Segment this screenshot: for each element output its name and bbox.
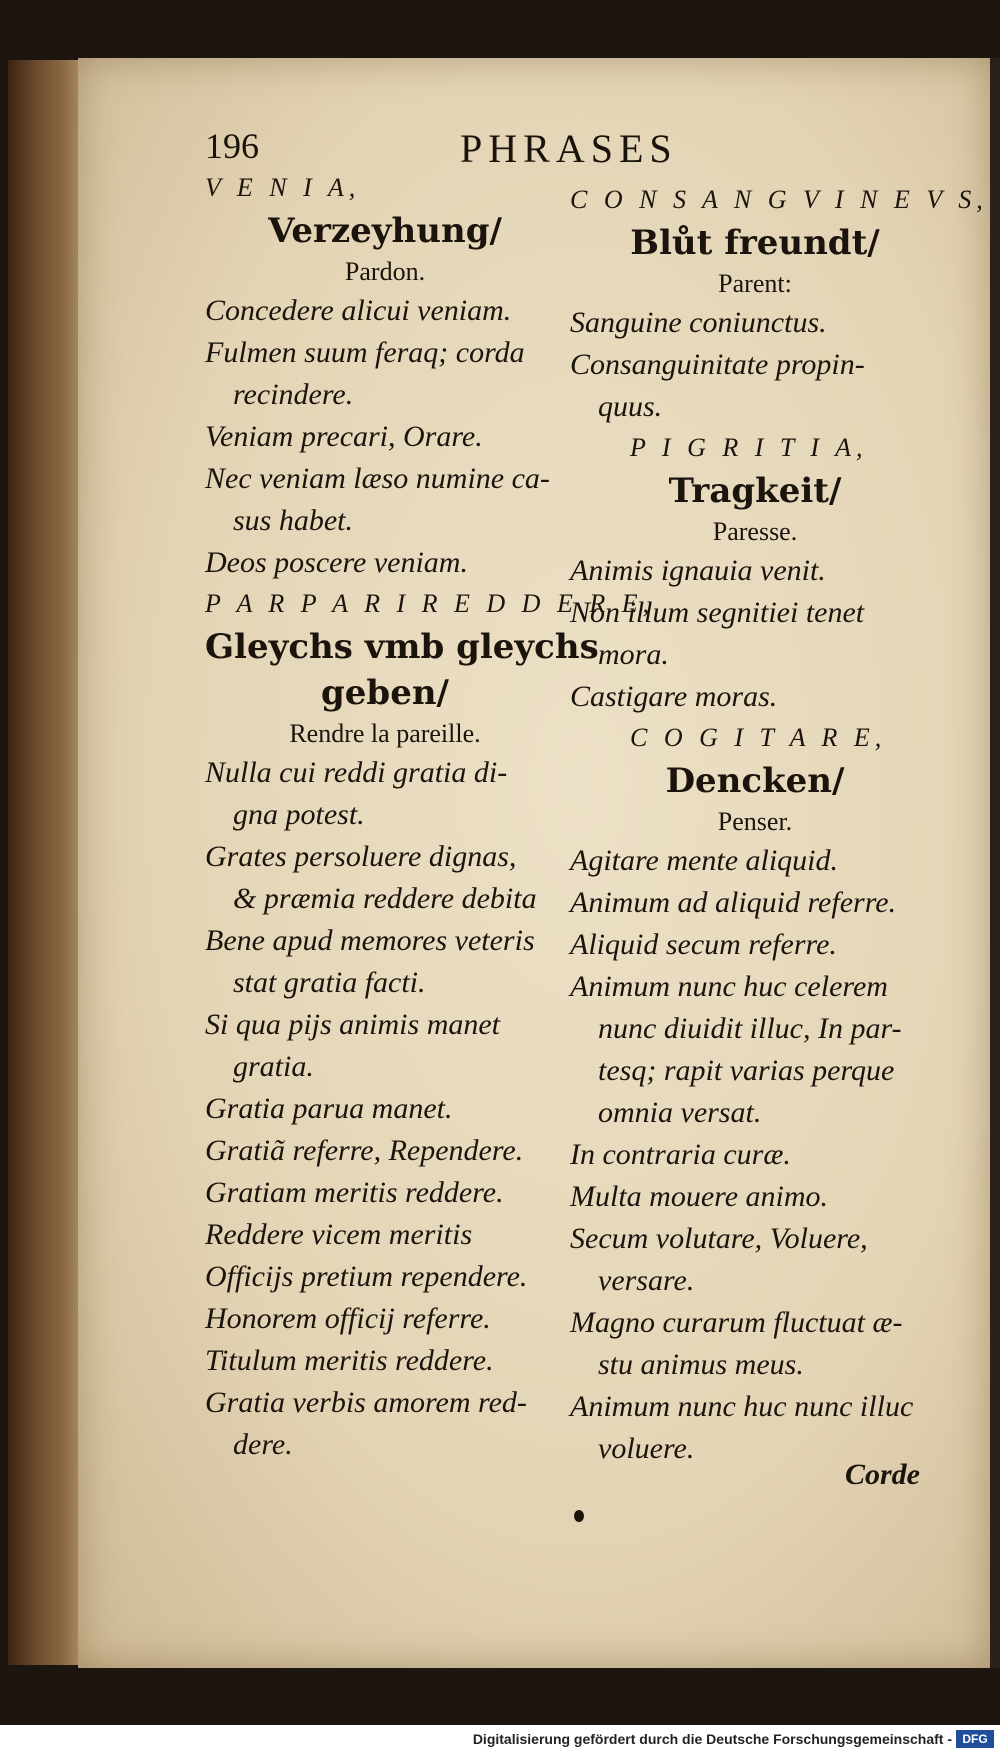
latin-phrase: Gratia parua manet. (205, 1092, 453, 1125)
latin-phrase: Fulmen suum feraq; corda (205, 336, 525, 369)
page-shadow (990, 58, 1000, 1668)
catchword: Corde (845, 1458, 920, 1491)
book-edge (8, 60, 78, 1665)
latin-phrase: Reddere vicem meritis (205, 1218, 473, 1251)
latin-phrase: Nec veniam læso numine ca- (205, 462, 550, 495)
latin-phrase-continuation: gna potest. (233, 798, 365, 831)
latin-phrase-continuation: voluere. (598, 1432, 695, 1465)
page-header (205, 125, 765, 173)
dfg-logo: DFG (956, 1730, 994, 1748)
latin-phrase-continuation: dere. (233, 1428, 293, 1461)
latin-phrase: Titulum meritis reddere. (205, 1344, 494, 1377)
latin-phrase: Nulla cui reddi gratia di- (205, 756, 508, 789)
footer-credit: Digitalisierung gefördert durch die Deutsche Forschungsgemeinschaft - (472, 1731, 952, 1747)
latin-phrase: Animis ignauia venit. (570, 554, 826, 587)
latin-phrase: Castigare moras. (570, 680, 778, 713)
french-gloss: Penser. (717, 807, 793, 836)
latin-phrase: Non illum segnitiei tenet (570, 596, 865, 629)
running-head: PHRASES (460, 126, 678, 171)
latin-phrase: Officijs pretium rependere. (205, 1260, 528, 1293)
entry-heading: V E N I A, (205, 173, 361, 202)
latin-phrase: Veniam precari, Orare. (205, 420, 483, 453)
latin-phrase: Gratiam meritis reddere. (205, 1176, 504, 1209)
latin-phrase: Bene apud memores veteris (205, 924, 535, 957)
latin-phrase: Agitare mente aliquid. (570, 844, 839, 877)
latin-phrase-continuation: quus. (598, 390, 663, 423)
french-gloss: Paresse. (712, 517, 798, 546)
page-number: 196 (205, 126, 259, 166)
latin-phrase: Aliquid secum referre. (570, 928, 837, 961)
latin-phrase-continuation: tesq; rapit varias perque (598, 1054, 895, 1087)
right-column (570, 180, 988, 1470)
latin-phrase: Animum ad aliquid referre. (570, 886, 897, 919)
latin-phrase: Animum nunc huc celerem (570, 970, 888, 1003)
latin-phrase-continuation: sus habet. (233, 504, 353, 537)
german-gloss: Gleychs vmb gleychs (205, 627, 599, 667)
latin-phrase-continuation: recindere. (233, 378, 354, 411)
latin-phrase: Secum volutare, Voluere, (570, 1222, 868, 1255)
latin-phrase-continuation: omnia versat. (598, 1096, 762, 1129)
latin-phrase: Magno curarum fluctuat æ- (570, 1306, 903, 1339)
latin-phrase-continuation: stat gratia facti. (233, 966, 426, 999)
latin-phrase-continuation: nunc diuidit illuc, In par- (598, 1012, 902, 1045)
entry-heading: P I G R I T I A, (630, 433, 868, 462)
latin-phrase-continuation: versare. (598, 1264, 695, 1297)
latin-phrase-continuation: stu animus meus. (598, 1348, 804, 1381)
latin-phrase-continuation: & præmia reddere debita (233, 882, 537, 915)
french-gloss: Parent: (718, 269, 792, 298)
latin-phrase: Deos poscere veniam. (205, 546, 468, 579)
french-gloss: Pardon. (344, 257, 426, 286)
german-gloss: Verzeyhung/ (268, 211, 502, 251)
latin-phrase: Consanguinitate propin- (570, 348, 865, 381)
latin-phrase-continuation: mora. (598, 638, 669, 671)
latin-phrase: Concedere alicui veniam. (205, 294, 512, 327)
latin-phrase: Grates persoluere dignas, (205, 840, 517, 873)
latin-phrase: Gratia verbis amorem red- (205, 1386, 527, 1419)
french-gloss: Rendre la pareille. (289, 719, 481, 748)
footer-strip (0, 1725, 1000, 1754)
ink-dot (574, 1510, 584, 1522)
german-gloss: geben/ (321, 673, 449, 713)
latin-phrase: Honorem officij referre. (205, 1302, 491, 1335)
latin-phrase: Multa mouere animo. (570, 1180, 829, 1213)
german-gloss: Blůt freundt/ (630, 223, 880, 263)
entry-heading: P A R P A R I R E D D E R E, (205, 589, 655, 618)
latin-phrase: Gratiã referre, Rependere. (205, 1134, 524, 1167)
latin-phrase: In contraria curæ. (570, 1138, 791, 1171)
entry-heading: C O N S A N G V I N E V S, (570, 185, 988, 214)
german-gloss: Tragkeit/ (668, 471, 842, 511)
entry-heading: C O G I T A R E, (630, 723, 887, 752)
latin-phrase: Animum nunc huc nunc illuc (570, 1390, 914, 1423)
latin-phrase-continuation: gratia. (233, 1050, 314, 1083)
latin-phrase: Sanguine coniunctus. (570, 306, 827, 339)
latin-phrase: Si qua pijs animis manet (205, 1008, 501, 1041)
german-gloss: Dencken/ (665, 761, 845, 801)
